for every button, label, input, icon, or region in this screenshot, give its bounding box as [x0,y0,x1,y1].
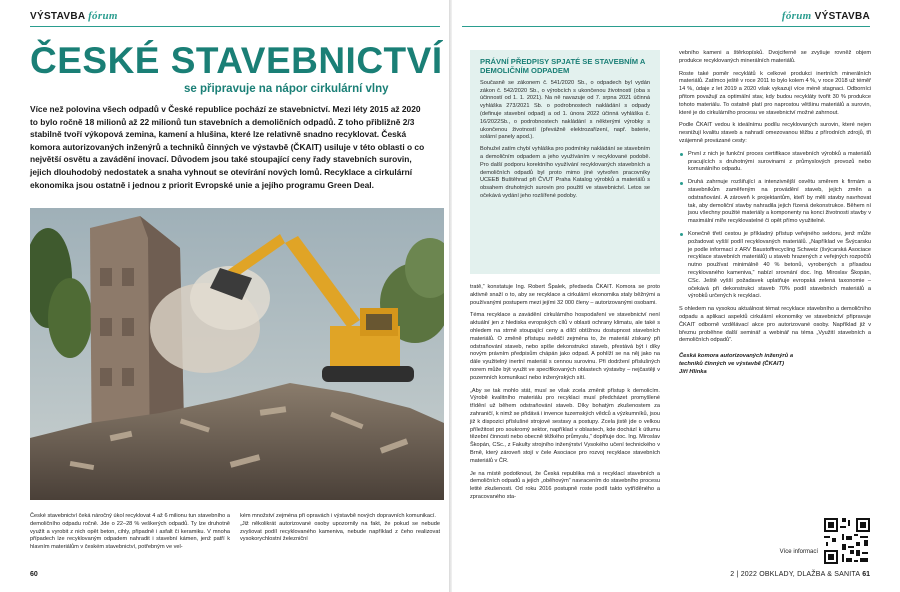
body-paragraph: Podle ČKAIT vedou k ideálnímu podílu recyklovaných surovin, které nejen nesnižují kvalitu staveb a nahradí omezovanou těžbu z přírodních zdrojů, tři vzájemně provázané cesty: [679,122,871,144]
page-number-left: 60 [30,571,38,578]
header-rule [462,26,870,27]
text-column-middle [470,284,660,502]
body-paragraph: Téma recyklace a zavádění cirkulárního hospodaření ve stavebnictví není aktuální jen z hlediska evropských cílů v oblasti ochrany klimatu, ale také s ohledem na strmě stoupající ceny a dílčí obtížnou dostupnost stavebních materiálů. O změně přístupu svědčí zejména to, že materiál získaný při odstraňování staveb, nebo spíše dekonstrukci staveb, přestává být i díky novým právním předpisům chápán jako odpad. A pohlíží se na něj jako na dále využitelný inertní materiál s cennou surovinu. Při dodržení příslušných norem může být využit ve specifikovaných oblastech výstavby – nejčastěji v pozemních komunikací nebo inženýrských sítí. [470,312,660,381]
text-column-right [679,50,871,376]
caption-column-2: kém množství zejména při opravách i výstavbě nových dopravních komunikací. „Již několikrát autorizované osoby upozornily na fakt, že pokud se nebude zvyšovat podíl recyklovaného kameniva, nebude například z čeho realizovat vysokorychlostní železniční [240,513,440,543]
sidebar-paragraph: Současně se zákonem č. 541/2020 Sb., o odpadech byl vydán zákon č. 542/2020 Sb., o výrobcích s ukončenou životností (oba s účinností od 1. 1. 2021). Na ně navazuje od 7. srpna 2021 účinná vyhláška 273/2021 Sb. o podrobnostech nakládání s odpady (definuje stavební odpad) a od 1. února 2022 účinná vyhláška č. 16/2022Sb., o podrobnostech nakládání s některými výrobky s ukončenou životností (převážně elektrozařízení, např. baterie, solární panely apod.). [480,79,650,141]
section-header-right [782,10,870,24]
bullet-item: Konečně třetí cestou je příkladný přístup veřejného sektoru, jenž může požadovat vyšší podíl recyklovaných materiálů. „Například ve Švýcarsku je podle informací z ARV Baustoffrecycling Schweiz (švýcarská Asociace recyklace stavebních materiálů) u staveb hrazených z veřejných rozpočtů nutno používat minimálně 40 % betonů, vyrobených s přísadou recyklovaného kameniva,“ nabízí srovnání doc. Ing. Miroslav Škopán, CSc. Ještě vyšší požadavek uplatňuje evropská zelená taxonomie – očekává při dekonstrukci staveb 70% podíl stavebních materiálů a výrobků určených k recyklaci. [679,231,871,301]
demolition-photo [30,208,444,500]
section-label: VÝSTAVBA [814,11,870,22]
section-header-left [30,10,118,24]
demolition-illustration [30,208,444,500]
section-label: VÝSTAVBA [30,11,85,22]
body-paragraph: Roste také poměr recyklátů k celkové produkci inertních minerálních materiálů. Zatímco ještě v roce 2011 to bylo kolem 4 %, v roce 2018 už téměř 14 %, údaje z let 2019 a 2020 však vykazují více méně stagnaci. Odborníci přitom považují za optimální stav, kdy budou recykláty tvořit 30 % produkce tohoto materiálu. To ostatně platí pro naprostou většinu materiálů a surovin, které je do cirkulárního procesu ve stavebnictví možné zahrnout. [679,70,871,116]
forum-label: fórum [88,10,118,22]
right-page [452,0,900,592]
forum-label: fórum [781,10,812,22]
author-signature: Česká komora autorizovaných inženýrů a techniků činných ve výstavbě (ČKAIT) Jiří Hlinka [679,353,794,376]
caption-column-1: České stavebnictví čeká náročný úkol recyklovat 4 až 6 milionu tun stavebního a demoličního odpadu ročně. Jde o 22–28 % veškerých odpadů. Ty lze druhotně využít a vyrobit z nich opět beton, cihly, připadně i asfalt či keramiku. V mnoha případech lze recyklovaným odpadem nahradit i stavební kámen, jenž patří k hlavním materiálům v českém stavebnictví, potřebným ve vel- [30,513,230,551]
qr-caption: Více informací [779,549,818,555]
body-paragraph: tratě,“ konstatuje Ing. Robert Špalek, předseda ČKAIT. Komora se proto aktivně snaží o to, aby se recyklace a cirkulární ekonomika staly běžnými a používanými postupem mezi jejími 32 000 členy – autorizovanými osobami. [470,284,660,306]
legal-sidebar [470,50,660,274]
article-subtitle: se připravuje na nápor cirkulární vlny [184,83,389,95]
body-paragraph: Je na místě podotknout, že Česká republika má s recyklací stavebních a demoličních odpadů a jejich „oběhovým“ navracením do stavebního procesu letité zkušenosti. Od roku 2016 postupně roste podíl takto vytříděného a zpracovaného sta- [470,470,660,500]
bullet-item: První z nich je funkční proces certifikace stavebních výrobků a materiálů pracujících s druhotnými surovinami z průmyslových provozů nebo komunálního odpadu. [679,151,871,174]
body-paragraph: „Aby se tak mohlo stát, musí se však zcela změnit přístup k demolicím. Výrobě kvalitního materiálu pro recyklaci musí předcházet promyšlené třídění už během odstraňování staveb. Díky bohatým zkušenostem za zahraničí, k nimž se přidává i invence tuzemských vědců a výzkumníků, jsou již k dispozici příslušné strojové sestavy a postupy. Zcela jistě jde o velkou příležitost pro soukromý sektor, například v oblastech, kde dochází k útlumu tězební činnosti nebo obecně těžkého průmyslu,“ doplňuje doc. Ing. Miroslav Škopán, CSc., z Fakulty strojního inženýrství Vysokého učení technického v Brně, který zároveň stojí v čele Asociace pro rozvoj recyklace stavebních materiálů v ČR. [470,387,660,464]
sidebar-heading: PRÁVNÍ PŘEDPISY SPJATÉ SE STAVEBNÍM A DEMOLIČNÍM ODPADEM [480,57,646,76]
bullet-item: Druhá zahrnuje rozšiřující a intenzivnější osvětu směrem k firmám a stavebníkům zaměřeným na provádění staveb, jejich změn a odstraňování. A zároveň k projektantům, kteří by měli stavby navrhovat tak, aby demoliční stavby nahradila jejich řízená dekonstrukce. Během ní jsou všechny použité materiály a komponenty na konci životnosti stavby v maximální míře recyklovatelné či opět přímo využitelné. [679,179,871,226]
publication-label: 2 | 2022 OBKLADY, DLAŽBA & SANITA [730,571,861,578]
article-lead: Více než polovina všech odpadů v České republice pochází ze stavebnictví. Mezi léty 2015 až 2020 to bylo ročně 18 milionů až 22 milionů tun stavebních a demoličních odpadů. Z toho přibližně 2/3 stabilně tvoří výkopová zemina, kamení a hlušina, které lze relativně snadno recyklovat. Česká komora autorizovaných inženýrů a techniků činných ve výstavbě (ČKAIT) usiluje v této oblasti o co největší osvětu a zavádění inovací. Důvodem jsou také stoupající ceny řady stavebních surovin, jejich dlouhodobý nedostatek a snaha vyhnout se otevírání nových lomů. Recyklace a cirkulární ekonomika jsou ostatně i jednou z priorit Evropské unie a jejího programu Green Deal. [30,104,425,190]
body-paragraph: S ohledem na vysokou aktuálnost témat recyklace stavebního a demoličního odpadu a aplikaci aspektů cirkulární ekonomiky ve stavebnictví připravuje ČKAIT odborně vzdělávací akce pro autorizované osoby. Například již v březnu proběhne další seminář a webinář na téma „Využití stavebních a demoličních odpadů“. [679,306,871,344]
page-number-right: 61 [862,571,870,578]
page-footer-right [730,571,870,578]
body-paragraph: vebního kameni a štěrkopísků. Dvojciferně se zvyšuje rovněž objem produkce recyklovaných minerálních materiálů. [679,50,871,64]
article-title: ČESKÉ STAVEBNICTVÍ [30,40,443,81]
qr-code-icon[interactable] [822,516,872,566]
header-rule [30,26,440,27]
sidebar-paragraph: Bohužel zatím chybí vyhláška pro podmínky nakládání se stavebním a demoličním odpadem a jeho využíváním v recyklované podobě. Pro další podporu korektního využívání recyklovaných stavebních a demoličních odpadů byl proto mimo jiné vytvořen pracovníky UCEEB Buštěhrad při ČVUT Praha Katalog výrobků a materiálů s obsahem druhotných surovin pro použití ve stavebnictví. Letos se očekává vydání jeho rozšířené podoby. [480,146,650,199]
